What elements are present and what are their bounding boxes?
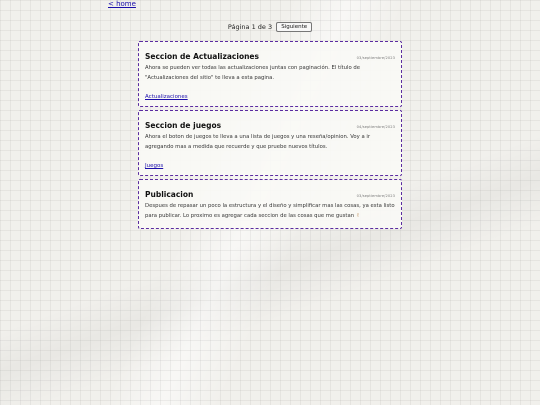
page-indicator: Página 1 de 3	[227, 23, 273, 31]
post-title: Publicacion	[145, 190, 194, 199]
post-date: 03/septiembre/2023	[356, 56, 395, 60]
post-card	[138, 110, 402, 176]
home-link[interactable]: < home	[108, 0, 136, 8]
post-body	[145, 202, 395, 224]
post-body-text: Despues de repasar un poco la estructura y el diseño y simplificar mas las cosas, ya esta listo para publicar. Lo proximo es agregar cada seccion de las cosas que me gustan	[145, 203, 395, 219]
post-link-actualizaciones[interactable]: Actualizaciones	[145, 94, 188, 100]
post-header	[145, 119, 395, 131]
victory-hand-icon: ✌	[355, 212, 361, 219]
post-date: 04/septiembre/2023	[356, 125, 395, 129]
post-header	[145, 188, 395, 200]
pagination	[0, 22, 540, 32]
post-body: Ahora se pueden ver todas las actualizaciones juntas con paginación. El título de "Actualizaciones del sitio" te lleva a esta pagina.	[145, 65, 360, 81]
posts-list	[138, 41, 402, 232]
post-title: Seccion de juegos	[145, 121, 222, 130]
next-page-button[interactable]: Siguiente	[276, 22, 312, 32]
post-header	[145, 50, 395, 62]
post-body: Ahora el boton de juegos te lleva a una lista de juegos y una reseña/opinion. Voy a ir agregando mas a medida que recuerde y que pruebe nuevos títulos.	[145, 134, 371, 150]
post-link-juegos[interactable]: Juegos	[145, 163, 164, 169]
post-date: 03/septiembre/2023	[356, 194, 395, 198]
post-card	[138, 41, 402, 107]
post-card	[138, 179, 402, 229]
post-title: Seccion de Actualizaciones	[145, 52, 259, 61]
